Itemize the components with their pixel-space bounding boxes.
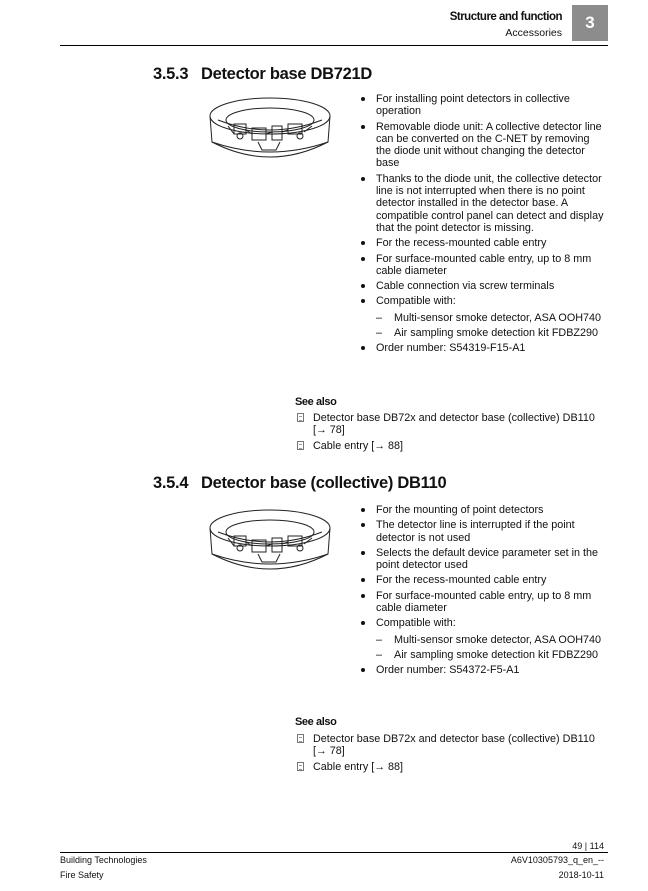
detector-base-illustration bbox=[200, 90, 340, 170]
see-also-link[interactable] bbox=[295, 761, 607, 773]
running-header-subtitle: Accessories bbox=[505, 27, 562, 39]
compatible-list bbox=[376, 634, 604, 662]
see-also-link-text[interactable]: Cable entry [→ 88] bbox=[313, 439, 404, 452]
feature-item: Removable diode unit: A collective detector line can be converted on the C-NET by removing the diode unit without changing the detector base bbox=[359, 121, 604, 170]
compatible-label: Compatible with: bbox=[376, 295, 456, 308]
feature-item: For surface-mounted cable entry, up to 8 mm cable diameter bbox=[359, 253, 604, 278]
feature-item-compatible bbox=[359, 617, 604, 661]
compatible-item: – Multi-sensor smoke detector, ASA OOH740 bbox=[376, 634, 604, 646]
compatible-list bbox=[376, 312, 604, 340]
section-number: 3.5.3 bbox=[153, 65, 189, 83]
footer-document-id: A6V10305793_q_en_-- bbox=[510, 855, 604, 865]
feature-item: For surface-mounted cable entry, up to 8 mm cable diameter bbox=[359, 590, 604, 615]
see-also-link[interactable] bbox=[295, 412, 607, 437]
document-ref-icon bbox=[297, 762, 304, 771]
feature-list bbox=[359, 504, 604, 680]
footer-company: Building Technologies bbox=[60, 855, 147, 865]
section-title: Detector base (collective) DB110 bbox=[201, 474, 447, 492]
see-also-heading: See also bbox=[295, 396, 337, 408]
footer-division: Fire Safety bbox=[60, 870, 104, 880]
see-also-list bbox=[295, 733, 607, 776]
see-also-link[interactable] bbox=[295, 733, 607, 758]
compatible-item: – Air sampling smoke detection kit FDBZ290 bbox=[376, 649, 604, 661]
see-also-link[interactable] bbox=[295, 440, 607, 452]
see-also-heading: See also bbox=[295, 716, 337, 728]
footer-divider bbox=[60, 852, 608, 853]
chapter-number-badge: 3 bbox=[572, 5, 608, 41]
feature-item: For installing point detectors in collective operation bbox=[359, 93, 604, 118]
running-header-title: Structure and function bbox=[449, 11, 562, 23]
compatible-item: – Multi-sensor smoke detector, ASA OOH740 bbox=[376, 312, 604, 324]
page-number: 49 | 114 bbox=[572, 841, 604, 851]
order-number: Order number: S54372-F5-A1 bbox=[359, 664, 604, 676]
see-also-link-text[interactable]: Detector base DB72x and detector base (collective) DB110 [→ 78] bbox=[313, 412, 595, 437]
see-also-link-text[interactable]: Detector base DB72x and detector base (collective) DB110 [→ 78] bbox=[313, 733, 595, 758]
order-number: Order number: S54319-F15-A1 bbox=[359, 342, 604, 354]
document-ref-icon bbox=[297, 734, 304, 743]
feature-item: For the recess-mounted cable entry bbox=[359, 574, 604, 586]
feature-item: The detector line is interrupted if the point detector is not used bbox=[359, 519, 604, 544]
see-also-link-text[interactable]: Cable entry [→ 88] bbox=[313, 760, 404, 773]
see-also-list bbox=[295, 412, 607, 455]
document-ref-icon bbox=[297, 441, 304, 450]
section-number: 3.5.4 bbox=[153, 474, 189, 492]
compatible-item: – Air sampling smoke detection kit FDBZ290 bbox=[376, 327, 604, 339]
feature-item: For the recess-mounted cable entry bbox=[359, 237, 604, 249]
feature-item-compatible bbox=[359, 295, 604, 339]
detector-base-illustration bbox=[200, 502, 340, 582]
footer-date: 2018-10-11 bbox=[558, 870, 604, 880]
compatible-label: Compatible with: bbox=[376, 617, 456, 630]
feature-item: For the mounting of point detectors bbox=[359, 504, 604, 516]
header-divider bbox=[60, 45, 608, 46]
section-title: Detector base DB721D bbox=[201, 65, 372, 83]
feature-list bbox=[359, 93, 604, 358]
feature-item: Thanks to the diode unit, the collective detector line is not interrupted when there is no point detector installed in the detector base. A compatible control panel can detect and display that the point detector is missing. bbox=[359, 173, 604, 234]
document-ref-icon bbox=[297, 413, 304, 422]
feature-item: Cable connection via screw terminals bbox=[359, 280, 604, 292]
feature-item: Selects the default device parameter set in the point detector used bbox=[359, 547, 604, 572]
